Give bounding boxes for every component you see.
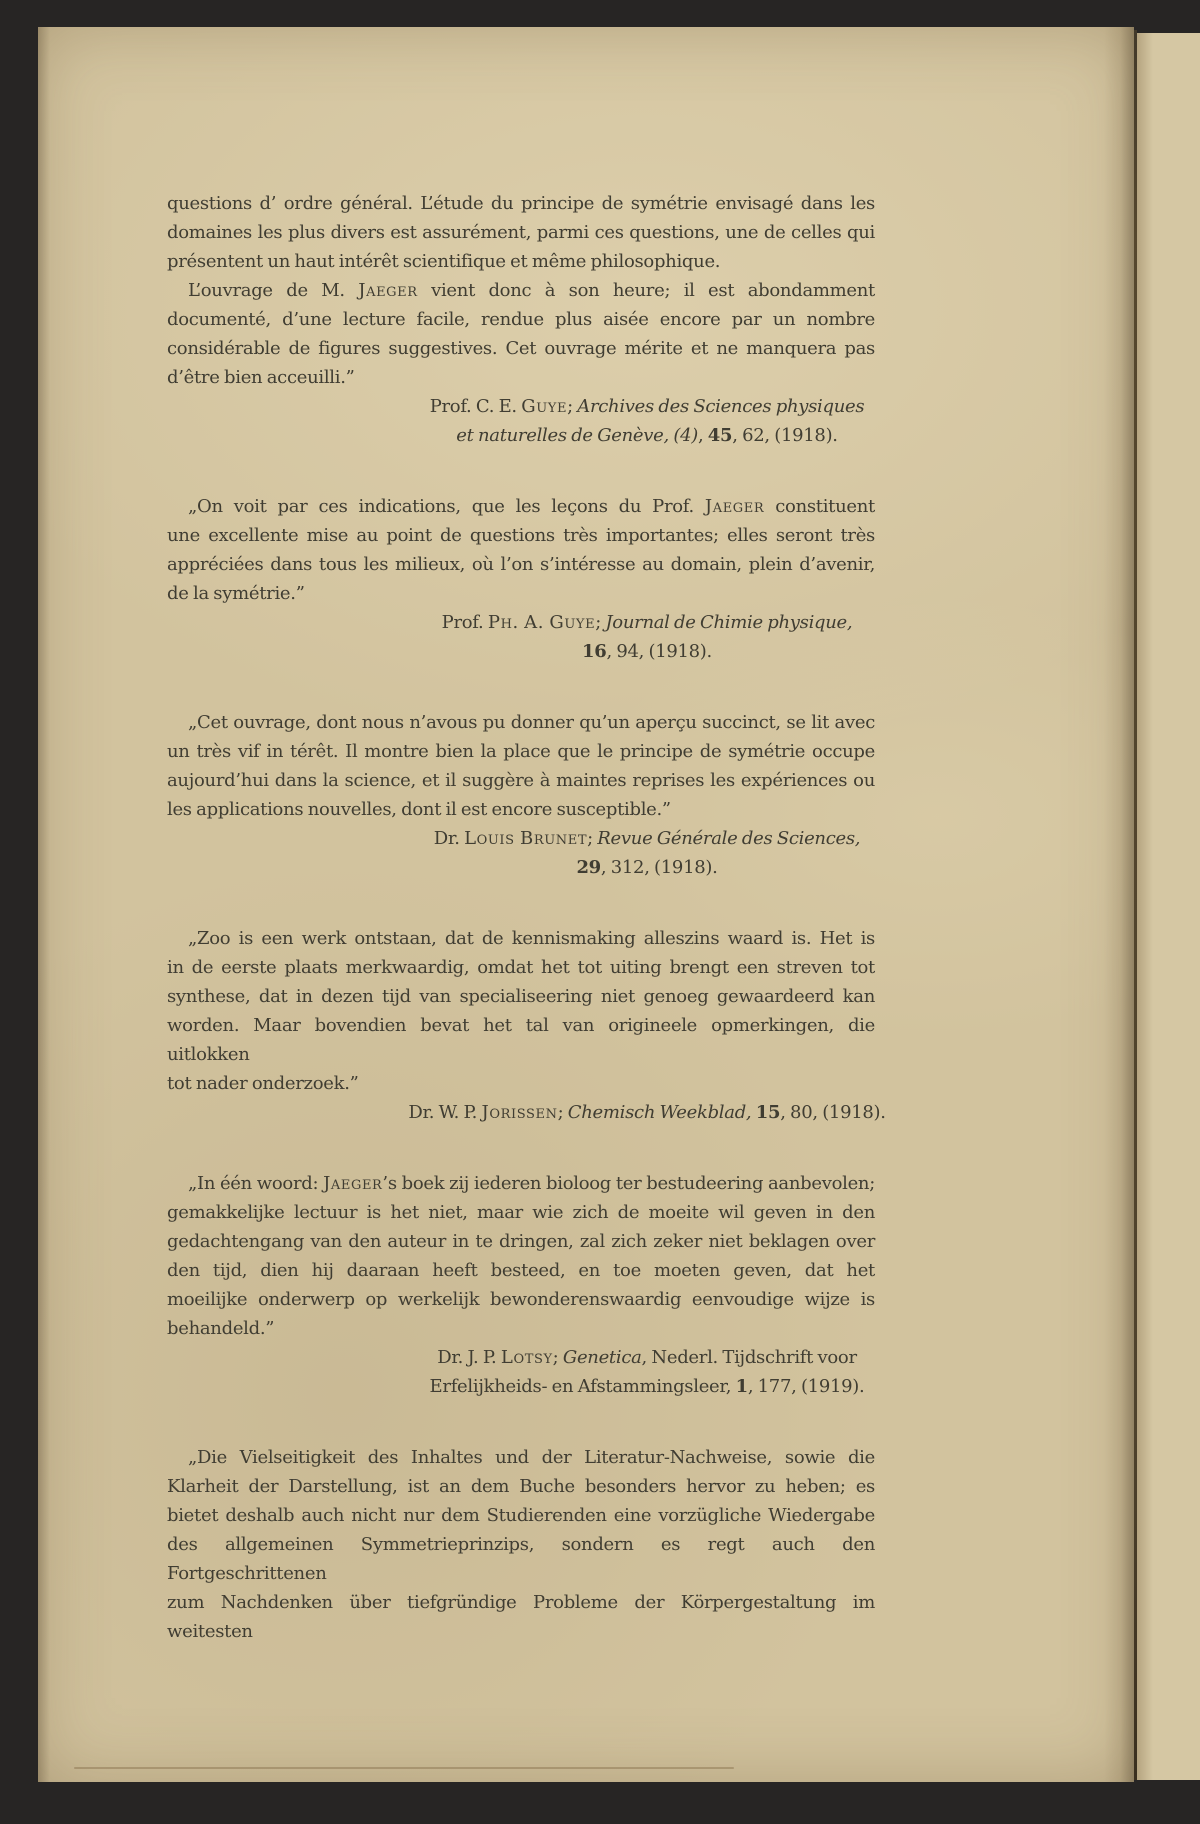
text-paragraph [167,276,875,392]
text-line [167,334,875,363]
page-fold-crease [1134,30,1137,1780]
text-line [167,1256,875,1285]
text-segment: tot nader onderzoek.” [167,1073,359,1094]
text-segment: ; [567,396,578,417]
text-segment: documenté, d’une lecture facile, rendue plus aisée encore par un nombre [167,309,875,330]
text-segment: gedachtengang van den auteur in te dringen, zal zich zeker niet beklagen over [167,1231,875,1252]
text-segment: un très vif in térêt. Il montre bien la place que le principe de symétrie occupe [167,741,875,762]
text-paragraph [167,1443,875,1646]
text-segment: moeilijke onderwerp op werkelijk bewonderenswaardig eenvoudige wijze is [167,1289,875,1310]
text-segment: Journal de Chimie physique, [605,612,853,633]
text-line [167,1530,875,1588]
text-segment: Prof. C. E. [429,396,522,417]
text-line [167,247,875,276]
text-segment: ; [587,828,598,849]
text-line [167,521,875,550]
text-line [167,1011,875,1069]
text-line [167,924,875,953]
text-segment: , Nederl. Tijdschrift voor [641,1347,857,1368]
attribution-line [373,392,921,421]
text-segment: ; [557,1102,568,1123]
attribution [373,824,921,882]
text-segment: vient donc à son heure; il est abondamment [417,280,875,301]
text-segment: , 80, (1918). [780,1102,886,1123]
text-segment: Revue Générale des Sciences, [597,828,861,849]
text-paragraph [167,708,875,824]
text-segment: Ph. A. Guye [487,612,596,633]
text-segment: les applications nouvelles, dont il est encore susceptible.” [167,799,671,820]
text-segment: gemakkelijke lectuur is het niet, maar wie zich de moeite wil geven in den [167,1202,875,1223]
text-segment: 15 [755,1102,781,1123]
text-segment: Guye [521,396,568,417]
next-page-edge [1137,33,1200,1780]
text-line [167,492,875,521]
text-line [167,276,875,305]
attribution-line [373,853,921,882]
text-segment: , 62, (1918). [732,425,838,446]
attribution-line [373,637,921,666]
text-segment: ’s boek zij iederen bioloog ter bestudeering aanbevolen; [382,1173,875,1194]
text-segment: appréciées dans tous les milieux, où l’on s’intéresse au domain, plein d’avenir, [167,554,875,575]
text-segment: Jorissen [481,1102,558,1123]
attribution-line [373,1343,921,1372]
text-segment: „Cet ouvrage, dont nous n’avous pu donner qu’un aperçu succinct, se lit avec [188,712,875,733]
text-line [167,737,875,766]
text-paragraph [167,492,875,608]
text-segment: Lotsy [500,1347,553,1368]
page-text [167,189,886,1646]
text-segment: 29 [576,857,601,878]
text-line [167,1472,875,1501]
text-segment: synthese, dat in dezen tijd van specialiseering niet genoeg gewaardeerd kan [167,986,875,1007]
document-page [38,27,1134,1782]
attribution-line [373,421,921,450]
sheet-bottom-edge [74,1767,734,1769]
text-line [167,795,875,824]
text-segment: ; [595,612,606,633]
text-segment: 1 [735,1376,748,1397]
text-segment: worden. Maar bovendien bevat het tal van origineele opmerkingen, die uitlokken [167,1015,875,1065]
text-line [167,953,875,982]
text-paragraph [167,1169,875,1343]
text-segment: 45 [707,425,733,446]
text-segment: Jaeger [323,1173,383,1194]
text-segment: de la symétrie.” [167,583,305,604]
text-segment: Louis Brunet [464,828,588,849]
text-segment: Archives des Sciences physiques [577,396,865,417]
text-segment: des allgemeinen Symmetrieprinzips, sondern es regt auch den Fortgeschrittenen [167,1534,875,1584]
text-line [167,189,875,218]
attribution-line [373,1098,921,1127]
text-segment: une excellente mise au point de questions très importantes; elles seront très [167,525,875,546]
text-segment: Prof. [441,612,488,633]
text-line [167,1588,875,1646]
attribution-line [373,1372,921,1401]
text-paragraph [167,924,875,1098]
text-line [167,1501,875,1530]
text-segment: 16 [582,641,607,662]
text-line [167,766,875,795]
text-segment: Jaeger [704,496,765,517]
text-segment: considérable de figures suggestives. Cet ouvrage mérite et ne manquera pas [167,338,875,359]
attribution [373,608,921,666]
text-line [167,1227,875,1256]
text-segment: Klarheit der Darstellung, ist an dem Buche besonders hervor zu heben; es [167,1476,875,1497]
text-line [167,579,875,608]
text-segment: constituent [764,496,875,517]
text-segment: behandeld.” [167,1318,275,1339]
text-segment: Jaeger [358,280,418,301]
text-segment: aujourd’hui dans la science, et il suggère à maintes reprises les expériences ou [167,770,875,791]
text-line [167,708,875,737]
text-segment: et naturelles de Genève, (4) [456,425,698,446]
text-line [167,982,875,1011]
text-line [167,1285,875,1314]
text-segment: questions d’ ordre général. L’étude du principe de symétrie envisagé dans les [167,193,875,214]
text-segment: d’être bien acceuilli.” [167,367,355,388]
text-segment: domaines les plus divers est assurément, parmi ces questions, une de celles qui [167,222,875,243]
text-line [167,1443,875,1472]
text-segment: „On voit par ces indications, que les leçons du Prof. [188,496,705,517]
attribution [373,1343,921,1401]
text-segment: L’ouvrage de M. [188,280,359,301]
text-segment: „In één woord: [188,1173,324,1194]
attribution-line [373,608,921,637]
text-segment: , 94, (1918). [606,641,712,662]
text-segment: , 312, (1918). [600,857,718,878]
text-segment: ; [552,1347,563,1368]
text-line [167,1314,875,1343]
text-paragraph [167,189,875,276]
text-line [167,1198,875,1227]
text-segment: Dr. W. P. [408,1102,482,1123]
text-line [167,550,875,579]
text-segment: présentent un haut intérêt scientifique et même philosophique. [167,251,721,272]
text-line [167,1069,875,1098]
text-segment: den tijd, dien hij daaraan heeft besteed, en toe moeten geven, dat het [167,1260,875,1281]
text-segment: zum Nachdenken über tiefgründige Probleme der Körpergestaltung im weitesten [167,1592,875,1642]
text-segment: Genetica [562,1347,642,1368]
text-segment: Dr. [433,828,465,849]
text-segment: „Zoo is een werk ontstaan, dat de kennismaking alleszins waard is. Het is [188,928,875,949]
text-segment: bietet deshalb auch nicht nur dem Studierenden eine vorzügliche Wiedergabe [167,1505,875,1526]
attribution [373,392,921,450]
text-line [167,363,875,392]
text-line [167,305,875,334]
text-segment: Dr. J. P. [437,1347,501,1368]
text-segment: Chemisch Weekblad, [567,1102,752,1123]
text-line [167,218,875,247]
text-segment: , [697,425,708,446]
attribution-line [373,824,921,853]
text-line [167,1169,875,1198]
attribution [373,1098,921,1127]
text-segment: Erfelijkheids- en Afstammingsleer, [429,1376,736,1397]
text-segment: in de eerste plaats merkwaardig, omdat het tot uiting brengt een streven tot [167,957,875,978]
text-segment: , 177, (1919). [747,1376,865,1397]
text-segment: „Die Vielseitigkeit des Inhaltes und der Literatur-Nachweise, sowie die [188,1447,875,1468]
